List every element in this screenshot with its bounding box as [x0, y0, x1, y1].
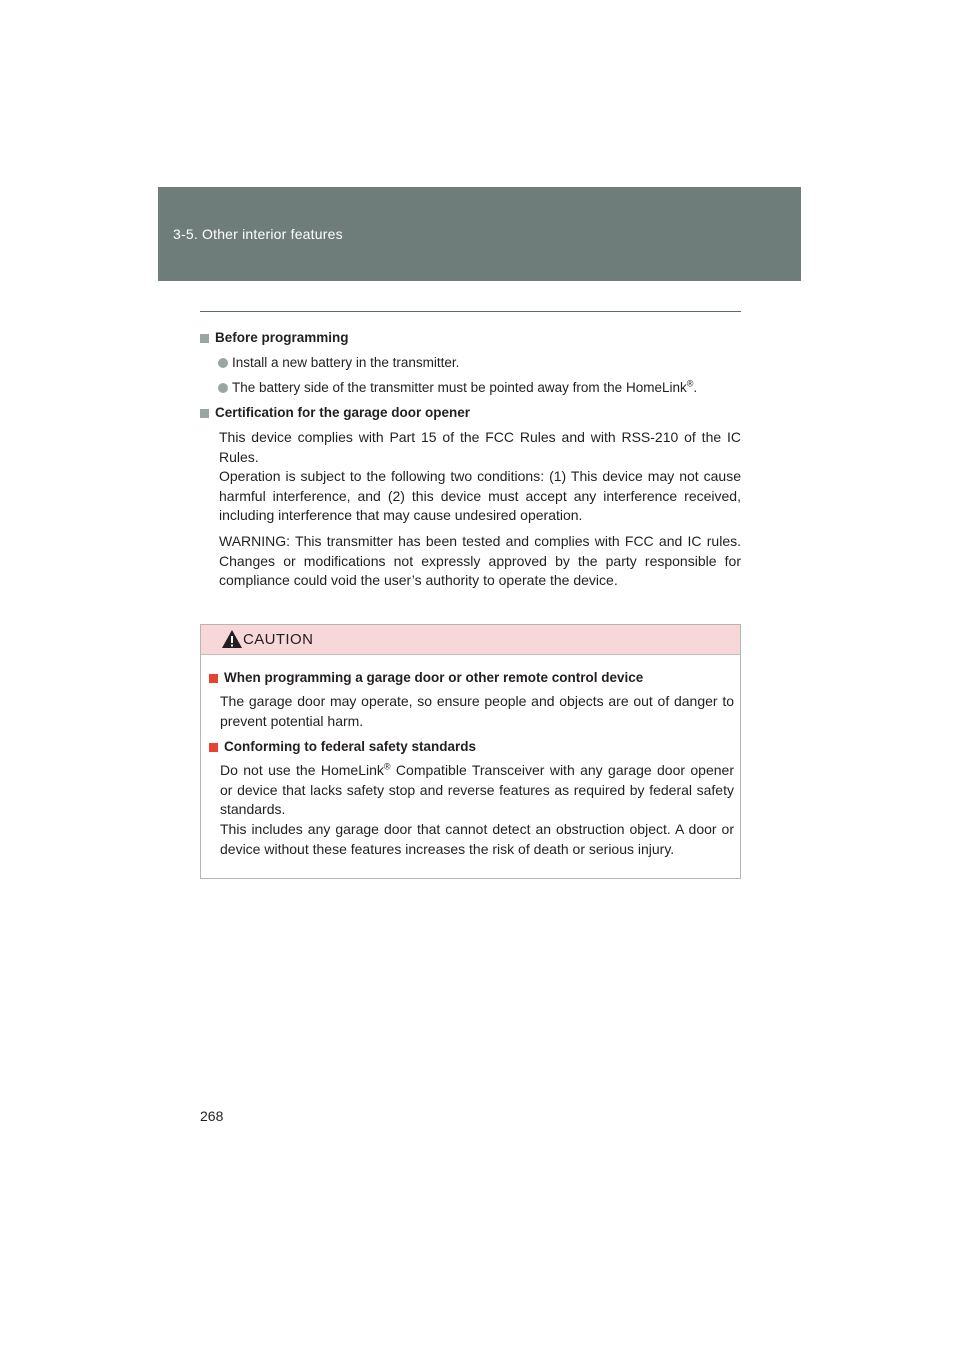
section-header-band — [158, 187, 801, 281]
caution-heading-programming: When programming a garage door or other remote control device — [209, 668, 740, 688]
round-bullet-icon — [218, 358, 228, 368]
section-heading-certification: Certification for the garage door opener — [200, 403, 741, 423]
caution-box — [200, 624, 741, 879]
registered-mark: ® — [686, 378, 694, 389]
section-heading-before-programming: Before programming — [200, 328, 741, 348]
section-title: 3-5. Other interior features — [173, 226, 343, 242]
page-number: 268 — [200, 1108, 224, 1124]
warning-paragraph: WARNING: This transmitter has been tested and complies with FCC and IC rules. Changes or modifications not expressly approved by the party responsible for compliance could void the user’s authority to operate the device. — [219, 532, 741, 589]
caution-heading-safety-standards: Conforming to federal safety standards — [209, 737, 740, 757]
caution-paragraph: Do not use the HomeLink® Compatible Transceiver with any garage door opener or device that lacks safety stop and reverse features as required by federal safety standards. This includes any garage door that cannot detect an obstruction object. A door or device without these features increases the risk of death or serious injury. — [220, 761, 734, 857]
warning-triangle-icon — [221, 629, 243, 649]
caution-title: CAUTION — [243, 631, 314, 648]
square-bullet-icon — [209, 674, 218, 683]
caution-header — [201, 625, 740, 655]
header-rule — [200, 311, 741, 312]
registered-mark: ® — [383, 761, 391, 772]
round-bullet-icon — [218, 383, 228, 393]
square-bullet-icon — [200, 334, 209, 343]
caution-body — [201, 668, 740, 865]
main-content — [200, 328, 741, 597]
certification-paragraph: This device complies with Part 15 of the FCC Rules and with RSS-210 of the IC Rules. Operation is subject to the following two conditions: (1) This device may not cause harmful interference, and (2) this device must accept any interference received, including interference that may cause undesired operation. — [219, 429, 741, 524]
bullet-item: Install a new battery in the transmitter. — [200, 353, 741, 373]
caution-paragraph: The garage door may operate, so ensure people and objects are out of danger to prevent potential harm. — [220, 693, 734, 729]
bullet-item: The battery side of the transmitter must be pointed away from the HomeLink®. — [200, 378, 741, 398]
square-bullet-icon — [200, 409, 209, 418]
square-bullet-icon — [209, 743, 218, 752]
